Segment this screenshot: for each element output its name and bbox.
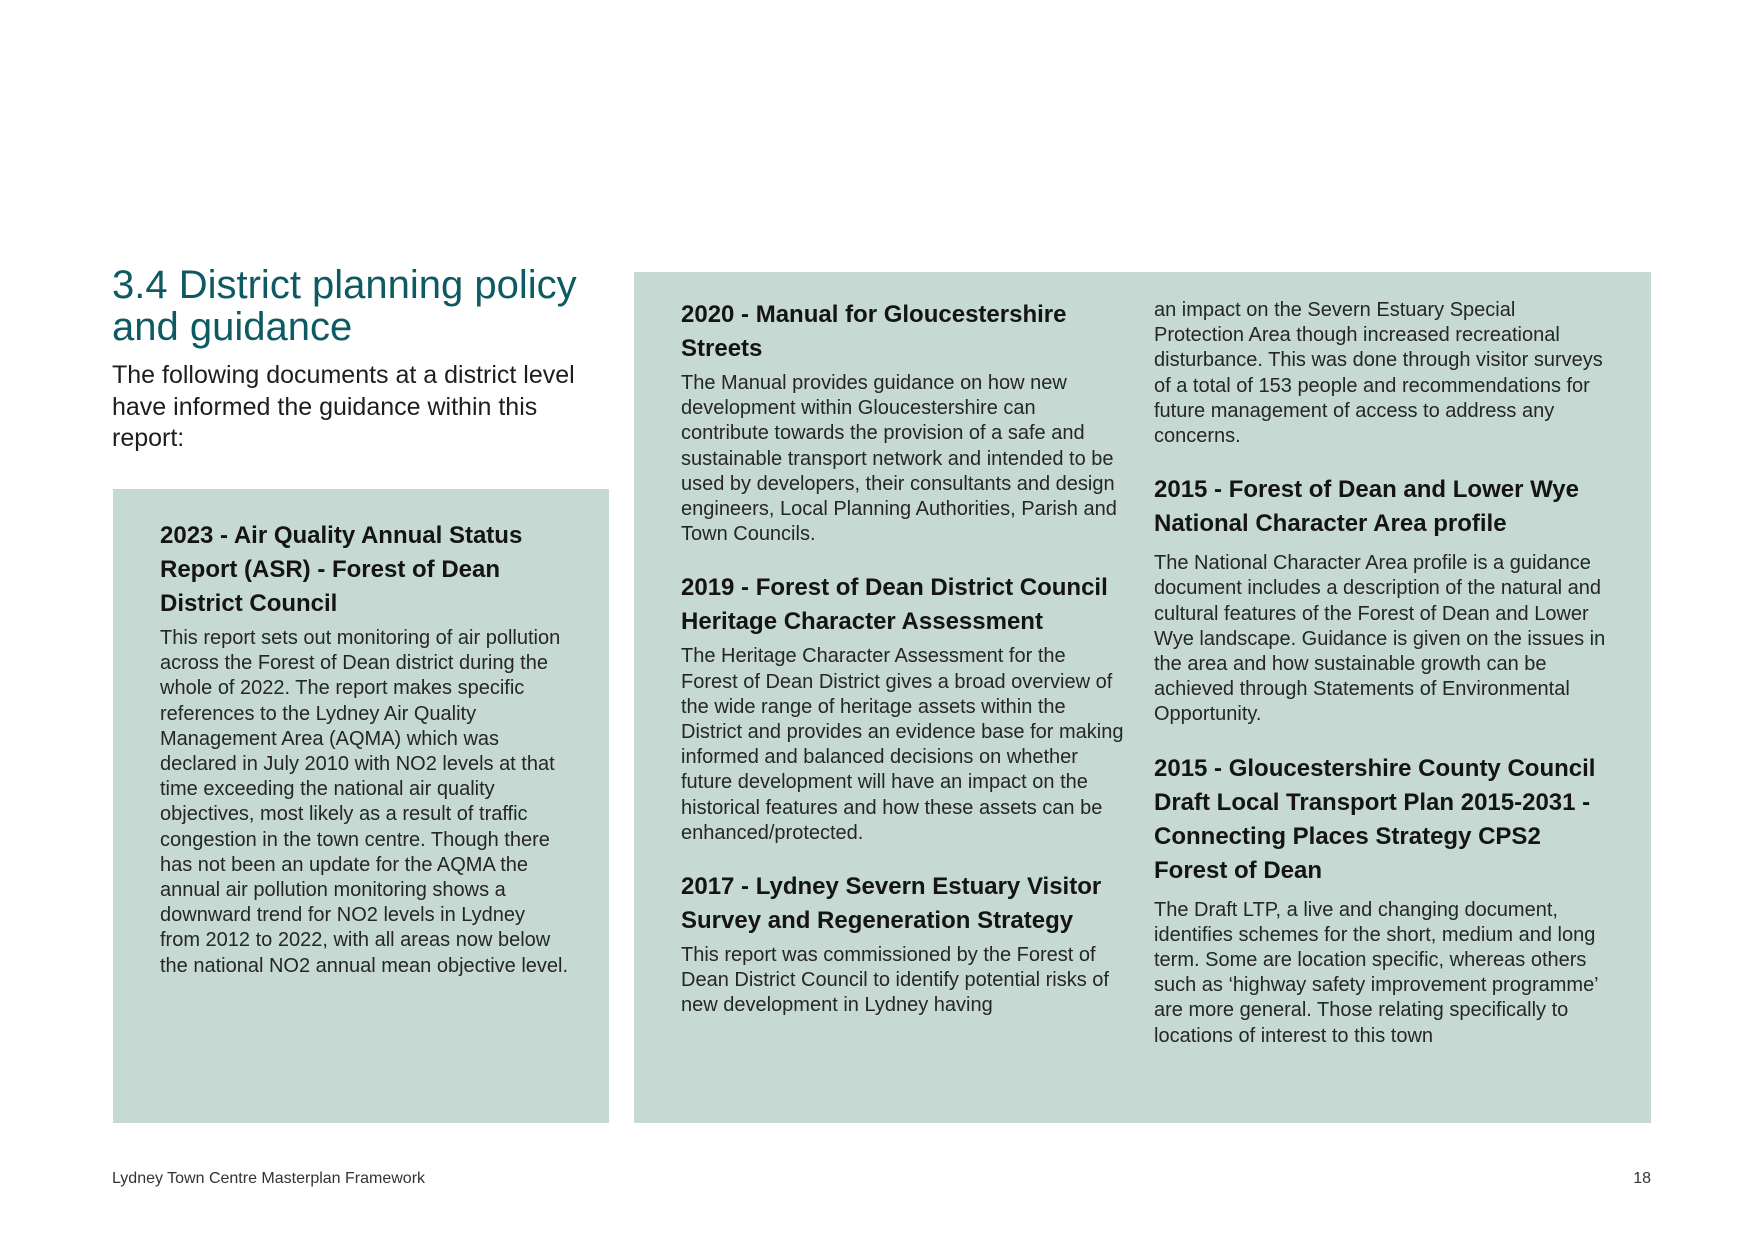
document-entry	[681, 298, 1126, 547]
footer-document-title: Lydney Town Centre Masterplan Framework	[112, 1170, 426, 1187]
document-description: The National Character Area profile is a guidance document includes a description of the natural and cultural features of the Forest of Dean and Lower Wye landscape. Guidance is given on the issues in the area and how sustainable growth can be achieved through Statements of Environmental Opportunity.	[1154, 552, 1606, 726]
asr-panel	[113, 489, 609, 1123]
document-heading: 2020 - Manual for Gloucestershire Streets	[681, 301, 1067, 362]
document-entry	[160, 519, 569, 979]
page-number: 18	[1633, 1170, 1651, 1187]
document-entry	[681, 870, 1126, 1019]
documents-panel	[634, 272, 1651, 1123]
document-description: The Draft LTP, a live and changing document, identifies schemes for the short, medium and long term. Some are location specific, whereas others such as ‘highway safety improvement programme’ are more general. Those relating specifically to locations of interest to this town	[1154, 898, 1598, 1047]
document-entry	[1154, 473, 1609, 727]
document-entry	[1154, 752, 1609, 1049]
document-description: This report sets out monitoring of air pollution across the Forest of Dean district during the whole of 2022. The report makes specific references to the Lydney Air Quality Management Area (AQMA) which was declared in July 2010 with NO2 levels at that time exceeding the national air quality objectives, most likely as a result of traffic congestion in the town centre. Though there has not been an update for the AQMA the annual air pollution monitoring shows a downward trend for NO2 levels in Lydney from 2012 to 2022, with all areas now below the national NO2 annual mean objective level.	[160, 627, 569, 977]
documents-column-1	[681, 298, 1126, 1043]
document-heading: 2015 - Gloucestershire County Council Draft Local Transport Plan 2015-2031 - Connecting Places Strategy CPS2 Forest of Dean	[1154, 754, 1596, 884]
document-heading: 2023 - Air Quality Annual Status Report (ASR) - Forest of Dean District Council	[160, 522, 523, 617]
document-heading: 2019 - Forest of Dean District Council Heritage Character Assessment	[681, 574, 1108, 636]
document-entry-continuation	[1154, 298, 1609, 449]
section-intro: The following documents at a district level have informed the guidance within this report:	[112, 361, 575, 452]
document-description: The Manual provides guidance on how new development within Gloucestershire can contribute towards the provision of a safe and sustainable transport network and intended to be used by developers, their consultants and design engineers, Local Planning Authorities, Parish and Town Councils.	[681, 372, 1117, 546]
section-title: 3.4 District planning policy and guidance	[112, 263, 577, 349]
document-description: an impact on the Severn Estuary Special Protection Area though increased recreational disturbance. This was done through visitor surveys of a total of 153 people and recommendations for future management of access to address any concerns.	[1154, 299, 1603, 448]
document-description: This report was commissioned by the Forest of Dean District Council to identify potential risks of new development in Lydney having	[681, 944, 1109, 1017]
documents-column-2	[1154, 298, 1609, 1073]
document-entry	[681, 571, 1126, 846]
document-description: The Heritage Character Assessment for the Forest of Dean District gives a broad overview of the wide range of heritage assets within the District and provides an evidence base for making informed and balanced decisions on whether future development will have an impact on the historical features and how these assets can be enhanced/protected.	[681, 645, 1124, 844]
document-heading: 2017 - Lydney Severn Estuary Visitor Survey and Regeneration Strategy	[681, 873, 1102, 935]
document-heading: 2015 - Forest of Dean and Lower Wye National Character Area profile	[1154, 476, 1580, 538]
